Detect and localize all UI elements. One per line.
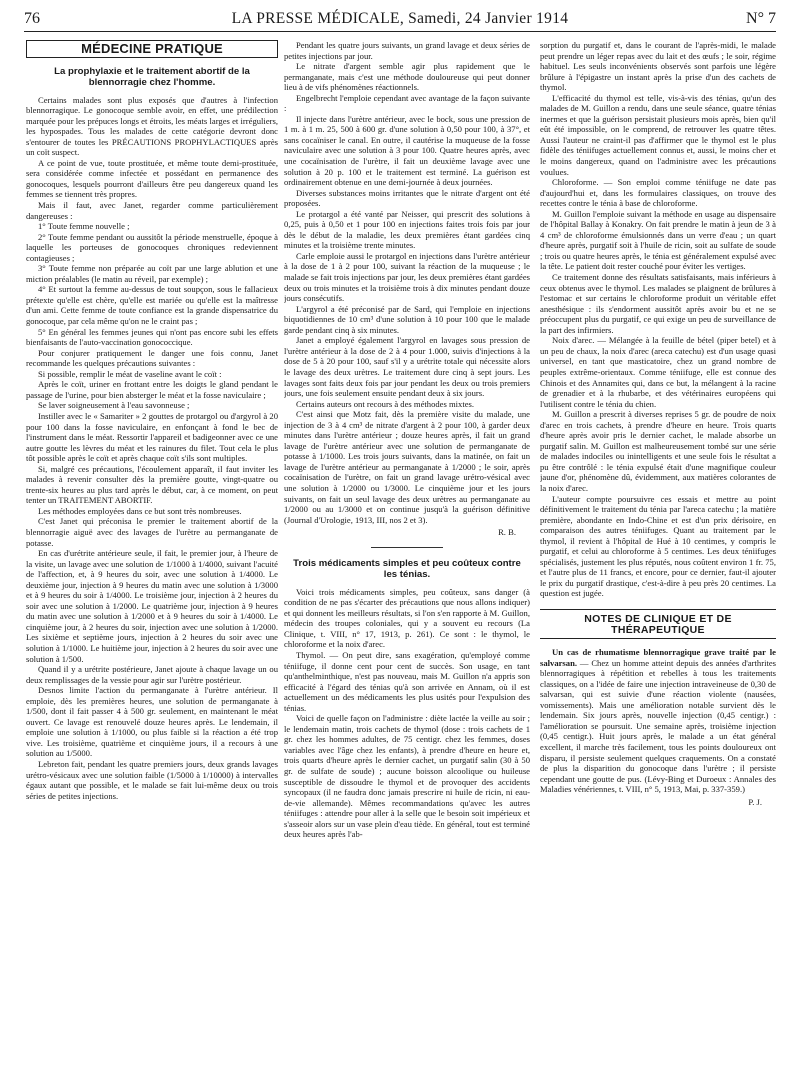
- paragraph: Noix d'arec. — Mélangée à la feuille de bétel (piper betel) et à un peu de chaux, la noix d'arec (areca catechu) est d'un usage quasi universel, en tant que masticatoire, chez un grand nombre de peuples extrême-orientaux. Comme téniifuge, elle est connue des Chinois et des Annamites qui, dans ce but, la mélangent à la racine de grenadier et à la rhubarbe, et des vétérinaires européens qui l'utilisent contre le ténia du chien.: [540, 335, 776, 409]
- paragraph: M. Guillon l'emploie suivant la méthode en usage au dispensaire de l'hôpital Ballay à Konakry. On fait prendre le matin à jeun de 3 à 4 cm³ de chloroforme émulsionnés dans un verre d'eau ; un quart d'heure après, purgatif soit à l'huile de ricin, soit au sulfate de soude ; trois ou quatre heures après, le ténia est généralement expulsé avec la tête. Le patient doit rester couché pour éviter les vertiges.: [540, 208, 776, 272]
- paragraph: 2° Toute femme pendant ou aussitôt la période menstruelle, époque à laquelle les porteuses de gonocoques chroniques redeviennent contagieuses ;: [26, 231, 278, 263]
- paragraph: Il injecte dans l'urètre antérieur, avec le bock, sous une pression de 1 m. à 1 m. 25, 500 à 600 gr. d'une solution à 0,50 pour 100, à 37°, et sans cocaïniser le canal. En outre, il cautérise la muqueuse de la fosse naviculaire avec une solution à 3 pour 100. Quatre heures après, avec une cocaïnisation de l'urètre, il fait un deuxième lavage avec une solution à 20 p. 100 et le traitement est terminé. La guérison est ordinairement obtenue en une demi-journée à deux journées.: [284, 113, 530, 188]
- paragraph: 4° Et surtout la femme au-dessus de tout soupçon, sous le fallacieux prétexte qu'elle est chère, qu'elle est mariée ou qu'elle est la maîtresse d'un ami. Cette femme de toute confiance est la grande dispensatrice du gonocoque, par cela même qu'on ne le craint pas ;: [26, 284, 278, 327]
- paragraph: M. Guillon a prescrit à diverses reprises 5 gr. de poudre de noix d'arec en trois cachets, à prendre d'heure en heure. Trois quarts d'heure après avoir pris le dernier cachet, le malade absorbe un purgatif salin. M. Guillon est malheureusement tombé sur une série de malades indociles ou inintelligents et une seule fois le résultat a pu être contrôlé : le ténia expulsé était d'une magnifique couleur jaune d'or, phénomène dû, évidemment, aux matières colorantes de la noix d'arec.: [540, 409, 776, 493]
- page-number: 76: [24, 10, 40, 27]
- column-3: [540, 40, 776, 1076]
- paragraph: Desnos limite l'action du permanganate à l'urètre antérieur. Il emploie, dès les premières heures, une solution de permanganate à 1/500, dont il fait passer 4 à 500 gr. seulement, en maintenant le méat ouvert. Ce lavage est renouvelé douze heures après. Le lendemain, il emploie une solution à 1/1000, ou plus faible si la réaction a été trop vive. Les troisième, quatrième et cinquième jours, il a recours à une solution au 1/5000.: [26, 685, 278, 759]
- note-lead: Un cas de rhumatisme blennorragique grave traité par le salvarsan.: [540, 647, 776, 668]
- paragraph: Certains auteurs ont recours à des méthodes mixtes.: [296, 398, 475, 409]
- article-body-blennorragie: [26, 95, 278, 802]
- paragraph: Voici trois médicaments simples, peu coûteux, sans danger (à condition de ne pas s'écarter des précautions que nous allons indiquer) et qui donnent les meilleurs résultats, si l'on s'en rapporte à M. Guillon, médecin des troupes coloniales, qui y a souvent eu recours (La Clinique, t. VIII, n° 17, 1913, p. 261). Ce sont : le thymol, le chloroforme et la noix d'arec.: [284, 586, 530, 650]
- paragraph: Lebreton fait, pendant les quatre premiers jours, deux grands lavages urétro-vésicaux avec une solution faible (1/5000 à 1/10000) à intervalles égaux autant que possible, et le malade se fait lui-même deux ou trois séries de petites injections.: [26, 759, 278, 801]
- paragraph: Thymol. — On peut dire, sans exagération, qu'employé comme téniifuge, il donne cent pour cent de succès. Son usage, en tant qu'anthelminthique, n'est pas nouveau, mais M. Guillon n'a appris son efficacité à l'égard des ténias qu'à son arrivée en Annam, où il est actuellement un des médicaments les plus usités pour l'expulsion des ténias.: [284, 649, 530, 713]
- section-title-notes-clinique: NOTES DE CLINIQUE ET DE THÉRAPEUTIQUE: [540, 609, 776, 639]
- paragraph: Se laver soigneusement à l'eau savonneuse ;: [38, 400, 190, 411]
- running-title: LA PRESSE MÉDICALE, Samedi, 24 Janvier 1914: [231, 10, 569, 27]
- article-body-blennorragie-continued: [284, 40, 530, 525]
- paragraph: L'efficacité du thymol est telle, vis-à-vis des ténias, qu'un des malades de M. Guillon a rendu, dans une seule séance, quatre ténias inermes et que la guérison persistait plusieurs mois après, bien qu'il eût été impossible, on le comprend, de retrouver les quatre têtes. Aussi l'auteur ne craint-il pas d'affirmer que le thymol est le plus fidèle des téniifuges actuellement connus et, aussi, le moins cher et le moins dangereux, quand on l'administre avec les précautions voulues.: [540, 92, 776, 177]
- article-title-tenias: Trois médicaments simples et peu coûteux contre les ténias.: [293, 557, 521, 581]
- issue-number: N° 7: [746, 10, 776, 27]
- paragraph: Le nitrate d'argent semble agir plus rapidement que le permanganate, mais c'est une méthode douloureuse qui peut donner lieu à de vifs phénomènes réactionnels.: [284, 61, 530, 93]
- author-signature: R. B.: [498, 527, 516, 538]
- paragraph: Mais il faut, avec Janet, regarder comme particulièrement dangereuses :: [26, 200, 278, 221]
- section-title-medecine-pratique: MÉDECINE PRATIQUE: [26, 40, 278, 58]
- paragraph: Ce traitement donne des résultats satisfaisants, mais inférieurs à ceux obtenus avec le thymol. Les malades se plaignent de brûlures à l'estomac et sur certains le chloroforme produit un véritable effet anesthésique : ils s'endorment aussitôt après avoir bu et ne se préoccupent plus du purgatif, ce qui exige un peu de surveillance de la part des infirmiers.: [540, 272, 776, 335]
- paragraph: Les méthodes employées dans ce but sont très nombreuses.: [38, 505, 242, 516]
- paragraph: 5° En général les femmes jeunes qui n'ont pas encore subi les effets bienfaisants de l'auto-vaccination gonococcique.: [26, 326, 278, 348]
- paragraph: Si, malgré ces précautions, l'écoulement apparaît, il faut inviter les malades à revenir consulter dès la première goutte, vingt-quatre ou trente-six heures au plus tard après le début, car, à ce moment, on peut tenter un TRAITEMENT ABORTIF.: [26, 463, 278, 506]
- paragraph: L'argyrol a été préconisé par de Sard, qui l'emploie en injections biquotidiennes de 10 cm³ d'une solution à 10 pour 100 que le malade garde pendant cinq à six minutes.: [284, 303, 530, 335]
- article-body-tenias-continued: [540, 40, 776, 599]
- column-2: [284, 40, 530, 1076]
- paragraph: C'est ainsi que Motz fait, dès la première visite du malade, une injection de 3 à 4 cm³ de nitrate d'argent à 2 pour 100, à garder deux minutes dans l'urètre antérieur ; douze heures après, il fait un grand lavage de l'urètre antérieur avec une solution de permanganate de potasse à 1/1000. Les trois jours suivants, dans la matinée, on fait un lavage de l'urètre antérieur au permanganate à 1/2000 ; le soir, après cocaïnisation de l'urètre, on fait un grand lavage urétro-vésical avec une solution à 1/2000 ou 1/3000. Le cinquième jour et les jours suivants, on fait un seul lavage des deux urètres au permanganate au 1/2000 ou au 1/3000 et on continue jusqu'à la guérison définitive (Journal d'Urologie, 1913, III, nos 2 et 3).: [284, 409, 530, 525]
- header-rule: [24, 31, 776, 32]
- paragraph: En cas d'urétrite antérieure seule, il fait, le premier jour, à l'heure de la visite, un lavage avec une solution de 1/1000 à 1/4000, suivant l'acuité de l'affection, et, à 9 heures du soir, avec une solution à 1/4000. Le deuxième jour, injection à 9 heures du matin avec une solution à 1/3000 et à 9 heures du soir à 1/4000. Le troisième jour, injection à 2 heures du soir avec une solution à 1/2000. Le quatrième jour, injection à 9 heures du matin avec une solution à 1/2000 et à 9 heures du soir à 1/4000. Le cinquième jour, à 2 heures du soir, injection avec une solution à 1/2000. Les sixième et septième jours, injection à 2 heures du soir avec une solution à 1/1000. Le huitième jour, injection à 2 heures du soir avec une solution à 1/500.: [26, 548, 278, 664]
- article-title-blennorragie: La prophylaxie et le traitement abortif de la blennorragie chez l'homme.: [54, 65, 250, 89]
- paragraph: L'auteur compte poursuivre ces essais et mettre au point définitivement le traitement du ténia par l'areca catechu ; la matière première, abondante en Indo-Chine et est d'un prix dérisoire, en comparaison des autres téniifuges. Quant au traitement par le thymol, il revient à l'hôpital de Hué à 10 centimes, y compris le purgatif, et celui au chloroforme à 5 centimes. Les deux téniifuges spécialisés, justement les plus réputés, nous coûtent environ 1 fr. 75, et l'autre plus de 11 francs, et encore, pour ce dernier, faut-il ajouter le prix du purgatif drastique, c'est-à-dire à peu près 20 centimes. La question est jugée.: [540, 493, 776, 599]
- paragraph: A ce point de vue, toute prostituée, et même toute demi-prostituée, sera considérée comme infectée et possédant en permanence des gonocoques, lesquels pourront d'ailleurs être peu dangereux quand les femmes se tiennent très propres.: [26, 157, 278, 200]
- paragraph: Après le coït, uriner en frottant entre les doigts le gland pendant le passage de l'urine, pour bien absterger le méat et la fosse naviculaire ;: [26, 379, 278, 400]
- paragraph: Certains malades sont plus exposés que d'autres à l'infection blennorragique. Le gonocoque semble avoir, en effet, une prédilection marquée pour les prépuces longs et étroits, les méats larges et irréguliers, les hypospades. Tous les malades de cette catégorie devront donc s'entourer de toutes les PRÉCAUTIONS PROPHYLACTIQUES après un coït suspect.: [26, 94, 278, 158]
- paragraph: Chloroforme. — Son emploi comme téniifuge ne date pas d'aujourd'hui et, dans les formulaires classiques, on trouve des recettes contre le ténia à base de chloroforme.: [540, 177, 776, 209]
- paragraph: Diverses substances moins irritantes que le nitrate d'argent ont été proposées.: [284, 187, 530, 209]
- paragraph: Janet a employé également l'argyrol en lavages sous pression de l'urètre antérieur à la dose de 2 à 4 pour 1.000, suivis d'injections à la dose de 5 à 20 pour 100, sauf s'il y a urétrite totale qui nécessite alors le lavage des deux urètres. Le traitement dure cinq à sept jours. Les lavages sont faits deux fois par jour pendant les deux ou trois premiers jours, une fois seulement ensuite pendant deux à six jours.: [284, 335, 530, 399]
- paragraph: Carle emploie aussi le protargol en injections dans l'urètre antérieur à la dose de 1 à 2 pour 100, suivant la réaction de la muqueuse ; le malade se fait trois injections par jour, les deux premières étant gardées deux ou trois minutes et la troisième trois à dix minutes pendant douze jours consécutifs.: [284, 250, 530, 304]
- paragraph: Le protargol a été vanté par Neisser, qui prescrit des solutions à 0,25, puis à 0,50 et 1 pour 100 en injections faites trois fois par jour dès le début de la maladie, les deux premières étant gardées cinq minutes et la troisième trente minutes.: [284, 208, 530, 251]
- clinical-note: [540, 647, 776, 795]
- paragraph: 3° Toute femme non préparée au coït par une large ablution et une miction préalables (le matin au réveil, par exemple) ;: [26, 263, 278, 284]
- article-separator: [371, 547, 443, 548]
- paragraph: Engelbrecht l'emploie cependant avec avantage de la façon suivante :: [284, 92, 530, 114]
- paragraph: C'est Janet qui préconisa le premier le traitement abortif de la blennorragie aiguë avec des lavages de l'urètre au permanganate de potasse.: [26, 516, 278, 548]
- paragraph: Voici de quelle façon on l'administre : diète lactée la veille au soir ; le lendemain matin, trois cachets de thymol (dose : trois cachets de 1 gr. chez les hommes adultes, de 75 centigr. chez les femmes, doses variables avec l'âge chez les enfants), à prendre d'heure en heure et, trois quarts d'heure après le dernier cachet, un purgatif salin (30 à 50 gr. de sulfate de soude) ; aucune boisson alcoolique ou huileuse susceptible de dissoudre le thymol et de provoquer des accidents syncopaux (il ne faudra donc jamais prescrire ni huile de ricin, ni eau-de-vie allemande). Mêmes recommandations qu'avec les autres téniifuges : attendre pour aller à la selle que le besoin soit impérieux et s'asseoir alors sur un vase plein d'eau tiède. En général, tout est terminé deux heures après l'ab-: [284, 713, 530, 840]
- paragraph: Quand il y a urétrite postérieure, Janet ajoute à chaque lavage un ou deux remplissages de la vessie pour agir sur l'urètre postérieur.: [26, 664, 278, 685]
- paragraph: Pendant les quatre jours suivants, un grand lavage et deux séries de petites injections par jour.: [284, 40, 530, 61]
- paragraph: 1° Toute femme nouvelle ;: [38, 221, 130, 232]
- paragraph: sorption du purgatif et, dans le courant de l'après-midi, le malade peut prendre un léger repas avec du lait et des œufs ; le soir, régime habituel. Les seuls inconvénients observés sont parfois une légère brûlure à l'épigastre un instant après la prise d'un des cachets de thymol.: [540, 40, 776, 93]
- column-1: [26, 40, 278, 1076]
- article-body-tenias: [284, 587, 530, 840]
- paragraph: Instiller avec le « Samariter » 2 gouttes de protargol ou d'argyrol à 20 pour 100 dans la fosse naviculaire, en enfonçant à fond le bec de l'instrument dans le méat. Ressortir l'appareil et badigeonner avec ce une autre goutte les lèvres du méat et les rainures du filet. Tout cela le plus tôt possible après le coït et après chaque coït s'ils sont multiples.: [26, 410, 278, 464]
- paragraph: Si possible, remplir le méat de vaseline avant le coït :: [38, 368, 222, 379]
- note-text: — Chez un homme atteint depuis des années d'arthrites blennorragiques à répétition et rebelles à tous les traitements classiques, on a l'idée de faire une injection intraveineuse de 0,30 de salvarsan, qui est suivie d'une réaction violente (nausées, vomissements). Mais une amélioration notable survient dès le lendemain. Six jours après, nouvelle injection (0,45 centigr.) : l'amélioration se poursuit. Une semaine après, troisième injection (0,45 centigr.). Huit jours après, le malade a un état général excellent, il marche très facilement, tous les points douloureux ont disparu, il persiste seulement quelques craquements. On a constaté de plus la disparition du gonocoque dans l'urètre ; il persiste cependant une goutte de pus. (Lévy-Bing et Duroeux : Annales des Maladies vénériennes, t. VIII, n° 5, 1913, Mai, p. 337-359.): [540, 657, 776, 795]
- note-signature: P. J.: [748, 796, 762, 807]
- page-header: [24, 6, 776, 32]
- paragraph: Pour conjurer pratiquement le danger une fois connu, Janet recommande les quelques précautions suivantes :: [26, 347, 278, 369]
